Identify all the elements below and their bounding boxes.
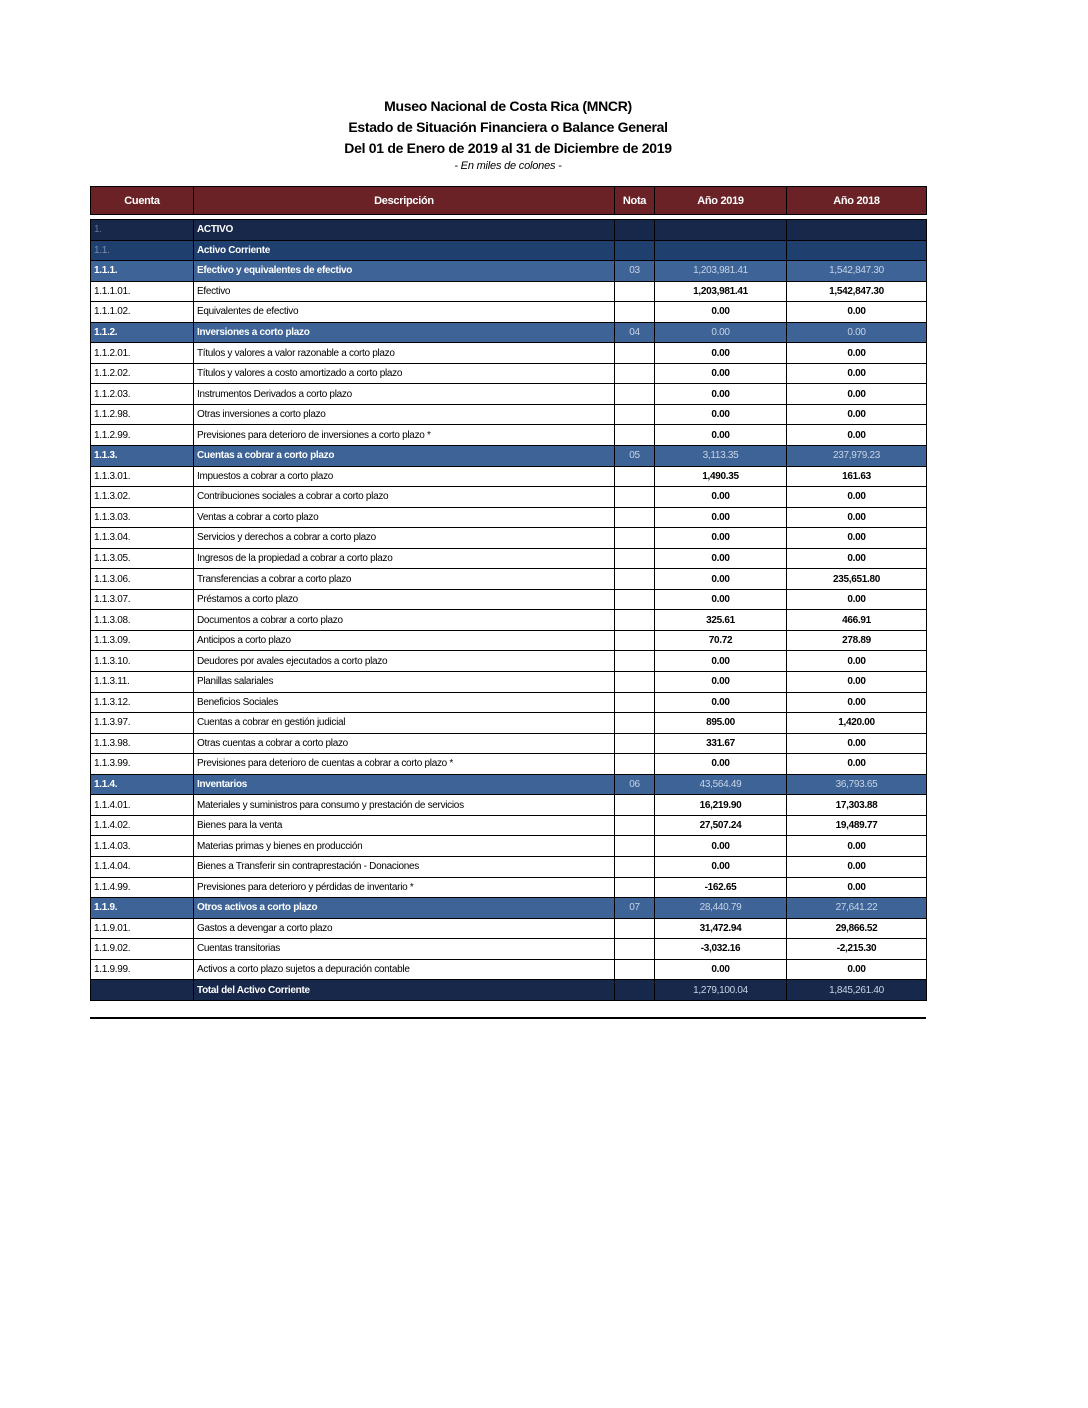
cell-2018: 0.00 <box>787 733 927 754</box>
cell-descripcion: Títulos y valores a costo amortizado a corto plazo <box>194 363 615 384</box>
cell-nota <box>615 856 655 877</box>
cell-descripcion: Cuentas a cobrar a corto plazo <box>194 446 615 467</box>
col-header-cuenta: Cuenta <box>91 187 194 215</box>
cell-nota <box>615 610 655 631</box>
cell-2019: 0.00 <box>655 856 787 877</box>
cell-2019: 31,472.94 <box>655 918 787 939</box>
cell-cuenta: 1.1.3.09. <box>91 630 194 651</box>
table-row <box>91 815 927 836</box>
cell-2019: 0.00 <box>655 672 787 693</box>
cell-descripcion: Otras cuentas a cobrar a corto plazo <box>194 733 615 754</box>
cell-cuenta <box>91 980 194 1001</box>
cell-descripcion: Servicios y derechos a cobrar a corto plazo <box>194 528 615 549</box>
cell-nota <box>615 630 655 651</box>
cell-nota <box>615 713 655 734</box>
cell-descripcion: Total del Activo Corriente <box>194 980 615 1001</box>
cell-cuenta: 1.1.2.03. <box>91 384 194 405</box>
cell-cuenta: 1.1.9.02. <box>91 939 194 960</box>
cell-2018: -2,215.30 <box>787 939 927 960</box>
cell-descripcion: Previsiones para deterioro de inversiones a corto plazo * <box>194 425 615 446</box>
cell-2018: 0.00 <box>787 404 927 425</box>
cell-cuenta: 1. <box>91 220 194 241</box>
cell-2019: 0.00 <box>655 548 787 569</box>
cell-nota <box>615 939 655 960</box>
cell-2019: 0.00 <box>655 754 787 775</box>
cell-nota <box>615 795 655 816</box>
cell-cuenta: 1.1.3.98. <box>91 733 194 754</box>
table-row <box>91 220 927 241</box>
cell-nota <box>615 220 655 241</box>
report-unit: - En miles de colones - <box>454 160 562 172</box>
cell-nota <box>615 384 655 405</box>
cell-cuenta: 1.1.2.98. <box>91 404 194 425</box>
page-bottom-rule <box>90 1017 926 1019</box>
cell-nota <box>615 404 655 425</box>
cell-2019: 3,113.35 <box>655 446 787 467</box>
cell-2018: 0.00 <box>787 877 927 898</box>
cell-nota <box>615 692 655 713</box>
cell-2019: 0.00 <box>655 404 787 425</box>
table-row <box>91 630 927 651</box>
cell-descripcion: Activo Corriente <box>194 240 615 261</box>
cell-2018: 0.00 <box>787 507 927 528</box>
col-header-nota: Nota <box>615 187 655 215</box>
cell-cuenta: 1.1.3.07. <box>91 589 194 610</box>
cell-descripcion: Deudores por avales ejecutados a corto plazo <box>194 651 615 672</box>
cell-2018: 0.00 <box>787 384 927 405</box>
cell-descripcion: Cuentas a cobrar en gestión judicial <box>194 713 615 734</box>
cell-cuenta: 1.1.3.01. <box>91 466 194 487</box>
cell-nota <box>615 733 655 754</box>
cell-descripcion: Bienes a Transferir sin contraprestación - Donaciones <box>194 856 615 877</box>
cell-2019: 1,490.35 <box>655 466 787 487</box>
cell-2019: 0.00 <box>655 569 787 590</box>
cell-2018: 466.91 <box>787 610 927 631</box>
cell-descripcion: Planillas salariales <box>194 672 615 693</box>
cell-2018: 0.00 <box>787 425 927 446</box>
table-row <box>91 692 927 713</box>
cell-cuenta: 1.1.3.08. <box>91 610 194 631</box>
cell-2018: 1,542,847.30 <box>787 281 927 302</box>
cell-descripcion: Transferencias a cobrar a corto plazo <box>194 569 615 590</box>
cell-cuenta: 1.1.4.01. <box>91 795 194 816</box>
cell-descripcion: Beneficios Sociales <box>194 692 615 713</box>
cell-2018: 1,542,847.30 <box>787 261 927 282</box>
cell-nota <box>615 754 655 775</box>
cell-2018: 0.00 <box>787 959 927 980</box>
cell-cuenta: 1.1.4.04. <box>91 856 194 877</box>
cell-2019: 331.67 <box>655 733 787 754</box>
cell-descripcion: Inventarios <box>194 774 615 795</box>
cell-nota <box>615 343 655 364</box>
col-header-descripcion: Descripción <box>194 187 615 215</box>
cell-descripcion: Efectivo y equivalentes de efectivo <box>194 261 615 282</box>
table-row <box>91 939 927 960</box>
cell-cuenta: 1.1.4.02. <box>91 815 194 836</box>
cell-2018: 235,651.80 <box>787 569 927 590</box>
cell-2018 <box>787 240 927 261</box>
cell-2019: 0.00 <box>655 487 787 508</box>
table-row <box>91 446 927 467</box>
table-row <box>91 384 927 405</box>
cell-descripcion: Previsiones para deterioro y pérdidas de inventario * <box>194 877 615 898</box>
cell-nota <box>615 959 655 980</box>
table-row <box>91 754 927 775</box>
table-row <box>91 795 927 816</box>
table-row <box>91 836 927 857</box>
balance-table <box>90 186 927 1001</box>
report-header <box>0 96 1016 173</box>
cell-descripcion: Impuestos a cobrar a corto plazo <box>194 466 615 487</box>
cell-cuenta: 1.1.4. <box>91 774 194 795</box>
cell-descripcion: Ingresos de la propiedad a cobrar a corto plazo <box>194 548 615 569</box>
cell-descripcion: Inversiones a corto plazo <box>194 322 615 343</box>
cell-nota <box>615 980 655 1001</box>
cell-nota <box>615 548 655 569</box>
cell-2018: 0.00 <box>787 322 927 343</box>
table-row <box>91 877 927 898</box>
cell-cuenta: 1.1.3.11. <box>91 672 194 693</box>
cell-nota <box>615 302 655 323</box>
cell-2019: 0.00 <box>655 589 787 610</box>
table-row <box>91 363 927 384</box>
table-row <box>91 774 927 795</box>
table-row <box>91 281 927 302</box>
cell-2018: 1,420.00 <box>787 713 927 734</box>
report-entity: Museo Nacional de Costa Rica (MNCR) <box>384 98 632 114</box>
cell-descripcion: Efectivo <box>194 281 615 302</box>
cell-descripcion: Préstamos a corto plazo <box>194 589 615 610</box>
table-row <box>91 487 927 508</box>
table-row <box>91 261 927 282</box>
cell-2018: 0.00 <box>787 302 927 323</box>
cell-2018: 161.63 <box>787 466 927 487</box>
cell-cuenta: 1.1.3.10. <box>91 651 194 672</box>
cell-cuenta: 1.1.2. <box>91 322 194 343</box>
table-row <box>91 733 927 754</box>
cell-nota: 05 <box>615 446 655 467</box>
table-row <box>91 322 927 343</box>
cell-2019: 0.00 <box>655 651 787 672</box>
cell-cuenta: 1.1.9.99. <box>91 959 194 980</box>
table-row <box>91 959 927 980</box>
cell-descripcion: Materias primas y bienes en producción <box>194 836 615 857</box>
cell-nota <box>615 877 655 898</box>
table-row <box>91 548 927 569</box>
cell-2018: 0.00 <box>787 856 927 877</box>
cell-2018: 0.00 <box>787 548 927 569</box>
cell-descripcion: Documentos a cobrar a corto plazo <box>194 610 615 631</box>
table-row <box>91 672 927 693</box>
cell-cuenta: 1.1.2.02. <box>91 363 194 384</box>
table-row <box>91 856 927 877</box>
cell-descripcion: ACTIVO <box>194 220 615 241</box>
cell-nota <box>615 425 655 446</box>
cell-nota <box>615 281 655 302</box>
cell-2019: 1,203,981.41 <box>655 261 787 282</box>
cell-2018: 0.00 <box>787 487 927 508</box>
cell-descripcion: Materiales y suministros para consumo y prestación de servicios <box>194 795 615 816</box>
cell-2019: 0.00 <box>655 363 787 384</box>
table-row <box>91 240 927 261</box>
cell-nota: 03 <box>615 261 655 282</box>
cell-cuenta: 1.1.1.01. <box>91 281 194 302</box>
cell-2018: 0.00 <box>787 343 927 364</box>
cell-descripcion: Anticipos a corto plazo <box>194 630 615 651</box>
cell-descripcion: Otros activos a corto plazo <box>194 898 615 919</box>
table-row <box>91 507 927 528</box>
cell-2019: 28,440.79 <box>655 898 787 919</box>
table-header-row <box>91 187 927 215</box>
cell-descripcion: Activos a corto plazo sujetos a depuración contable <box>194 959 615 980</box>
cell-2018: 278.89 <box>787 630 927 651</box>
cell-2018: 237,979.23 <box>787 446 927 467</box>
cell-2019: 0.00 <box>655 384 787 405</box>
cell-2019: 43,564.49 <box>655 774 787 795</box>
cell-nota: 04 <box>615 322 655 343</box>
cell-2019: 895.00 <box>655 713 787 734</box>
table-row <box>91 302 927 323</box>
cell-nota <box>615 363 655 384</box>
col-header-2018: Año 2018 <box>787 187 927 215</box>
table-row <box>91 569 927 590</box>
cell-cuenta: 1.1.2.01. <box>91 343 194 364</box>
table-row <box>91 610 927 631</box>
cell-cuenta: 1.1.1.02. <box>91 302 194 323</box>
cell-2018: 27,641.22 <box>787 898 927 919</box>
cell-descripcion: Gastos a devengar a corto plazo <box>194 918 615 939</box>
cell-descripcion: Títulos y valores a valor razonable a corto plazo <box>194 343 615 364</box>
cell-nota <box>615 815 655 836</box>
cell-descripcion: Equivalentes de efectivo <box>194 302 615 323</box>
cell-2019: 16,219.90 <box>655 795 787 816</box>
cell-2019: 0.00 <box>655 507 787 528</box>
cell-cuenta: 1.1. <box>91 240 194 261</box>
cell-2019 <box>655 220 787 241</box>
cell-cuenta: 1.1.3.99. <box>91 754 194 775</box>
report-title: Estado de Situación Financiera o Balance General <box>348 119 668 135</box>
cell-cuenta: 1.1.3.12. <box>91 692 194 713</box>
cell-2018 <box>787 220 927 241</box>
cell-2018: 0.00 <box>787 692 927 713</box>
total-row <box>91 980 927 1001</box>
cell-nota <box>615 487 655 508</box>
table-row <box>91 713 927 734</box>
cell-nota <box>615 672 655 693</box>
cell-nota <box>615 651 655 672</box>
cell-cuenta: 1.1.3. <box>91 446 194 467</box>
cell-2018: 0.00 <box>787 528 927 549</box>
cell-cuenta: 1.1.9. <box>91 898 194 919</box>
cell-2018: 1,845,261.40 <box>787 980 927 1001</box>
cell-2019: 0.00 <box>655 322 787 343</box>
cell-2019: 1,279,100.04 <box>655 980 787 1001</box>
cell-nota <box>615 589 655 610</box>
cell-2018: 0.00 <box>787 589 927 610</box>
table-row <box>91 898 927 919</box>
cell-descripcion: Contribuciones sociales a cobrar a corto plazo <box>194 487 615 508</box>
cell-nota <box>615 569 655 590</box>
cell-nota <box>615 528 655 549</box>
cell-nota <box>615 240 655 261</box>
cell-2019: 0.00 <box>655 302 787 323</box>
table-row <box>91 528 927 549</box>
table-body <box>91 215 927 1001</box>
cell-descripcion: Instrumentos Derivados a corto plazo <box>194 384 615 405</box>
cell-2019: 0.00 <box>655 425 787 446</box>
cell-nota: 07 <box>615 898 655 919</box>
cell-2019: 70.72 <box>655 630 787 651</box>
cell-descripcion: Cuentas transitorias <box>194 939 615 960</box>
table-row <box>91 404 927 425</box>
table-row <box>91 651 927 672</box>
table-row <box>91 918 927 939</box>
table-row <box>91 466 927 487</box>
cell-2018: 19,489.77 <box>787 815 927 836</box>
cell-nota <box>615 466 655 487</box>
cell-2018: 0.00 <box>787 651 927 672</box>
cell-nota <box>615 507 655 528</box>
cell-cuenta: 1.1.4.03. <box>91 836 194 857</box>
cell-2018: 29,866.52 <box>787 918 927 939</box>
report-period: Del 01 de Enero de 2019 al 31 de Diciembre de 2019 <box>344 140 672 156</box>
cell-cuenta: 1.1.3.97. <box>91 713 194 734</box>
table-row <box>91 343 927 364</box>
cell-cuenta: 1.1.9.01. <box>91 918 194 939</box>
cell-descripcion: Otras inversiones a corto plazo <box>194 404 615 425</box>
cell-2018: 17,303.88 <box>787 795 927 816</box>
cell-descripcion: Ventas a cobrar a corto plazo <box>194 507 615 528</box>
cell-2018: 0.00 <box>787 363 927 384</box>
cell-cuenta: 1.1.1. <box>91 261 194 282</box>
cell-descripcion: Bienes para la venta <box>194 815 615 836</box>
col-header-2019: Año 2019 <box>655 187 787 215</box>
cell-2019: 27,507.24 <box>655 815 787 836</box>
cell-2019: 0.00 <box>655 692 787 713</box>
cell-2019: -162.65 <box>655 877 787 898</box>
cell-cuenta: 1.1.4.99. <box>91 877 194 898</box>
table-row <box>91 425 927 446</box>
cell-cuenta: 1.1.2.99. <box>91 425 194 446</box>
cell-2019: 0.00 <box>655 528 787 549</box>
cell-2019: -3,032.16 <box>655 939 787 960</box>
cell-2019: 1,203,981.41 <box>655 281 787 302</box>
cell-cuenta: 1.1.3.06. <box>91 569 194 590</box>
cell-2019: 325.61 <box>655 610 787 631</box>
table-row <box>91 589 927 610</box>
cell-2018: 36,793.65 <box>787 774 927 795</box>
cell-descripcion: Previsiones para deterioro de cuentas a cobrar a corto plazo * <box>194 754 615 775</box>
cell-2019: 0.00 <box>655 959 787 980</box>
cell-nota <box>615 836 655 857</box>
cell-cuenta: 1.1.3.02. <box>91 487 194 508</box>
cell-cuenta: 1.1.3.03. <box>91 507 194 528</box>
cell-cuenta: 1.1.3.05. <box>91 548 194 569</box>
cell-cuenta: 1.1.3.04. <box>91 528 194 549</box>
cell-2018: 0.00 <box>787 754 927 775</box>
cell-2018: 0.00 <box>787 672 927 693</box>
cell-2019: 0.00 <box>655 343 787 364</box>
cell-nota <box>615 918 655 939</box>
cell-2018: 0.00 <box>787 836 927 857</box>
cell-2019 <box>655 240 787 261</box>
cell-2019: 0.00 <box>655 836 787 857</box>
cell-nota: 06 <box>615 774 655 795</box>
